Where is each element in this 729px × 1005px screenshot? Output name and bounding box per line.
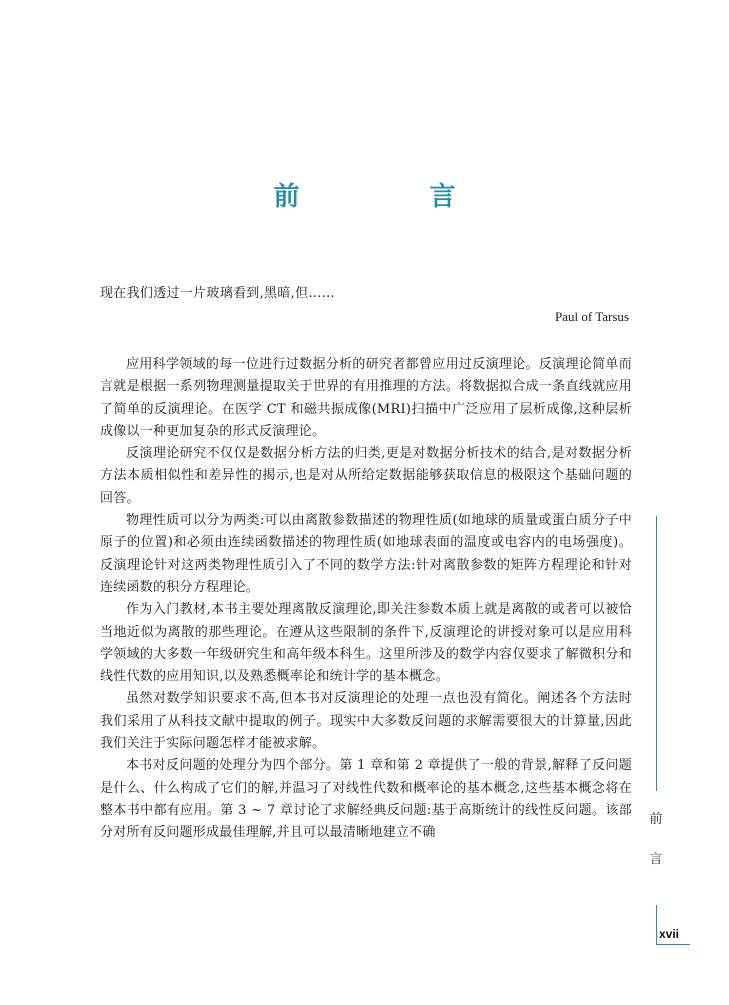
epigraph: 现在我们透过一片玻璃看到,黑暗,但…… — [100, 286, 335, 301]
page-title: 前 言 — [273, 182, 508, 212]
epigraph-attribution: Paul of Tarsus — [555, 309, 629, 324]
paragraph: 虽然对数学知识要求不高,但本书对反演理论的处理一点也没有简化。阐述各个方法时我们采用了从科技文献中提取的例子。现实中大多数反问题的求解需要很大的计算量,因此我们关注于实际问题怎样才能被求解。 — [100, 691, 632, 752]
side-tab-line — [656, 516, 657, 791]
side-tab-char-1: 前 — [649, 812, 663, 827]
paragraph: 物理性质可以分为两类:可以由离散参数描述的物理性质(如地球的质量或蛋白质分子中原子的位置)和必须由连续函数描述的物理性质(如地球表面的温度或电容内的电场强度)。反演理论针对这两类物理性质引入了不同的数学方法:针对离散参数的矩阵方程理论和针对连续函数的积分方程理论。 — [100, 513, 632, 595]
body-text — [100, 354, 632, 845]
page-number: xvii — [659, 927, 680, 941]
paragraph: 应用科学领域的每一位进行过数据分析的研究者都曾应用过反演理论。反演理论简单而言就是根据一系列物理测量提取关于世界的有用推理的方法。将数据拟合成一条直线就应用了简单的反演理论。在医学 CT 和磁共振成像(MRI)扫描中广泛应用了层析成像,这种层析成像以一种更加复杂的形式反演理论。 — [100, 357, 632, 439]
paragraph: 作为入门教材,本书主要处理离散反演理论,即关注参数本质上就是离散的或者可以被恰当地近似为离散的那些理论。在遵从这些限制的条件下,反演理论的讲授对象可以是应用科学领域的大多数一年级研究生和高年级本科生。这里所涉及的数学内容仅要求了解微积分和线性代数的应用知识,以及熟悉概率论和统计学的基本概念。 — [100, 602, 632, 685]
side-tab-char-2: 言 — [649, 852, 663, 867]
page-number-line-horizontal — [656, 944, 690, 945]
page-number-line-vertical — [656, 905, 657, 945]
paragraph: 反演理论研究不仅仅是数据分析方法的归类,更是对数据分析技术的结合,是对数据分析方法本质相似性和差异性的揭示,也是对从所给定数据能够获取信息的极限这个基础问题的回答。 — [100, 446, 632, 506]
paragraph: 本书对反问题的处理分为四个部分。第 1 章和第 2 章提供了一般的背景,解释了反问题是什么、什么构成了它们的解,并温习了对线性代数和概率论的基本概念,这些基本概念将在整本书中都有应用。第 3 ~ 7 章讨论了求解经典反问题:基于高斯统计的线性反问题。该部分对所有反问题形成最佳理解,并且可以最清晰地建立不确 — [100, 758, 632, 841]
